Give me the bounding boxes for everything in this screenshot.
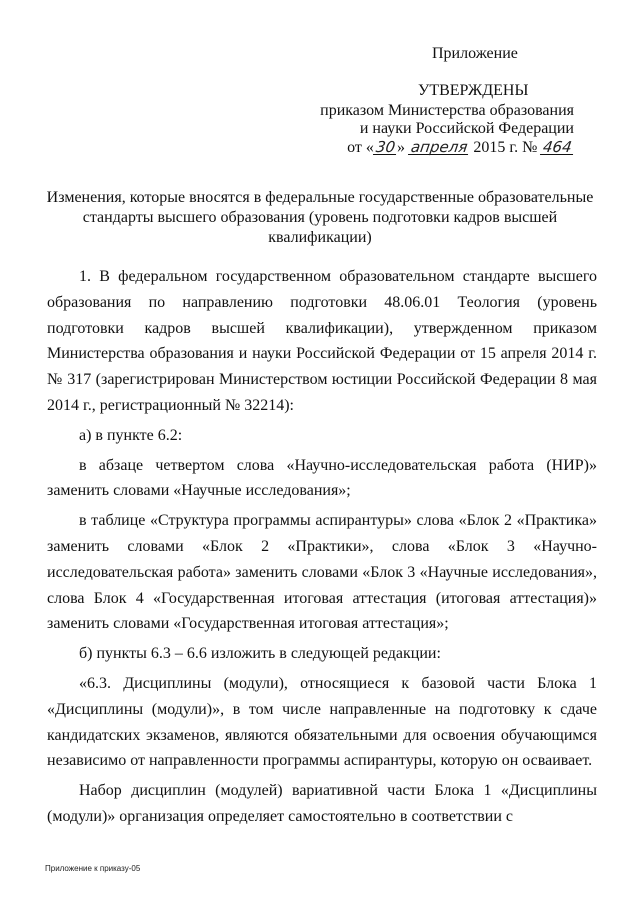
- handwritten-month: апреля: [409, 138, 469, 156]
- approved-label: УТВЕРЖДЕНЫ: [418, 82, 529, 99]
- date-prefix: от «: [347, 139, 374, 156]
- paragraph-3: в абзаце четвертом слова «Научно-исследовательская работа (НИР)» заменить словами «Научные исследования»;: [47, 456, 597, 500]
- paragraph-4: в таблице «Структура программы аспирантуры» слова «Блок 2 «Практика» заменить словами «Блок 2 «Практики», слова «Блок 3 «Научно-исследовательская работа» заменить словами «Блок 3 «Научные исследования», слова Блок 4 «Государственная итоговая аттестация (итоговая аттестация)» заменить словами «Государственная итоговая аттестация»;: [47, 512, 597, 633]
- appendix-label: Приложение: [432, 45, 518, 62]
- date-mid: »: [396, 139, 405, 156]
- paragraph-5: б) пункты 6.3 – 6.6 изложить в следующей редакции:: [79, 645, 441, 663]
- order-date-line: [347, 138, 574, 158]
- order-line-2: и науки Российской Федерации: [359, 120, 574, 137]
- handwritten-order-number: 464: [542, 138, 574, 156]
- page-footer: Приложение к приказу-05: [45, 864, 141, 873]
- paragraph-1: 1. В федеральном государственном образовательном стандарте высшего образования по направлению подготовки 48.06.01 Теология (уровень подготовки кадров высшей квалификации), утвержденном приказом Министерства образования и науки Российской Федерации от 15 апреля 2014 г. № 317 (зарегистрирован Министерством юстиции Российской Федерации 8 мая 2014 г., регистрационный № 32214):: [47, 268, 597, 414]
- date-year: 2015 г. №: [473, 139, 538, 156]
- document-title: Изменения, которые вносятся в федеральные государственные образовательные стандарты высшего образования (уровень подготовки кадров высшей квалификации): [46, 189, 594, 246]
- paragraph-7: Набор дисциплин (модулей) вариативной части Блока 1 «Дисциплины (модули)» организация определяет самостоятельно в соответствии с: [47, 782, 597, 825]
- order-line-1: приказом Министерства образования: [320, 102, 574, 119]
- paragraph-2: а) в пункте 6.2:: [79, 426, 183, 444]
- handwritten-day: 30: [374, 138, 397, 156]
- document-body: [47, 264, 597, 830]
- paragraph-6: «6.3. Дисциплины (модули), относящиеся к базовой части Блока 1 «Дисциплины (модули)», в том числе направленные на подготовку к сдаче кандидатских экзаменов, являются обязательными для освоения обучающимся независимо от направленности программы аспирантуры, которую он осваивает.: [47, 674, 597, 770]
